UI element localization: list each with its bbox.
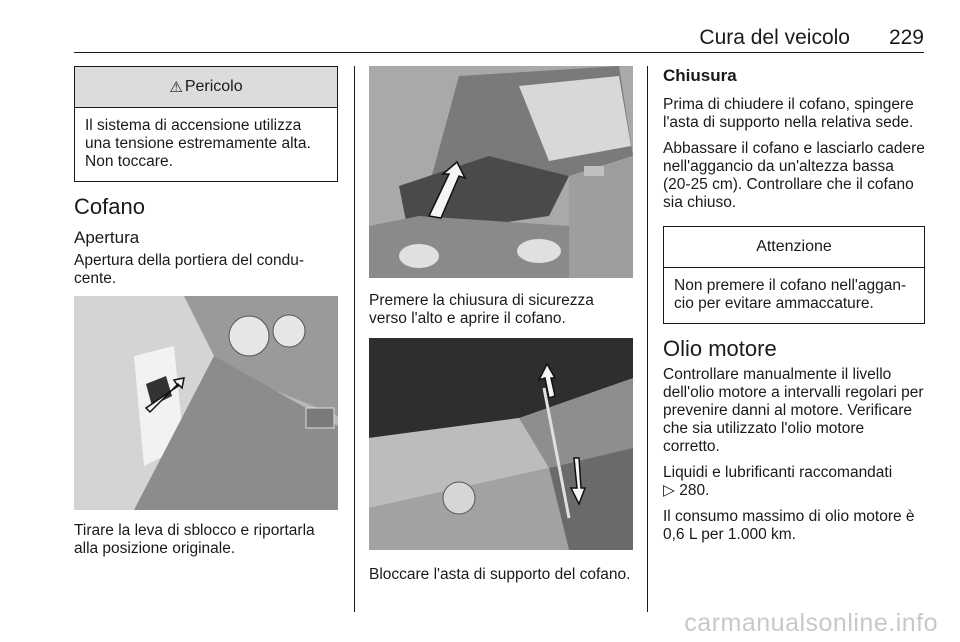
section-heading-cofano: Cofano <box>74 194 145 219</box>
danger-title: Pericolo <box>184 78 243 95</box>
cross-reference[interactable] <box>663 482 925 500</box>
paragraph: Premere la chiusura di sicurezza verso l'alto e aprire il cofano. <box>369 292 594 327</box>
header-rule <box>74 52 924 53</box>
subheading-apertura: Apertura <box>74 228 140 247</box>
van-hood-illustration <box>369 66 633 278</box>
paragraph: Apertura della portiera del condu-cente. <box>74 252 305 287</box>
page-reference-icon: ▷ <box>663 482 675 499</box>
danger-box-header <box>75 67 337 108</box>
warning-icon: ⚠ <box>169 79 183 96</box>
paragraph: Bloccare l'asta di supporto del cofano. <box>369 566 631 583</box>
column-right <box>663 66 925 544</box>
column-middle-bottom <box>369 566 633 584</box>
paragraph: Abbassare il cofano e lasciarlo cadere nell'aggancio da un'altezza bassa (20-25 cm). Controllare che il cofano sia chiuso. <box>663 140 925 211</box>
column-left <box>74 66 338 288</box>
attention-text: Non premere il cofano nell'aggan-cio per evitare ammaccature. <box>674 277 907 312</box>
column-left-bottom <box>74 522 338 558</box>
section-title: Cura del veicolo <box>699 26 850 49</box>
column-divider <box>354 66 355 612</box>
danger-box <box>74 66 338 182</box>
watermark: carmanualsonline.info <box>684 609 938 637</box>
hood-support-rod-illustration <box>369 338 633 550</box>
page-number: 229 <box>888 26 924 49</box>
paragraph: Controllare manualmente il livello dell'olio motore a intervalli regolari per prevenire danni al motore. Verificare che sia utilizzato l'olio motore corretto. <box>663 366 924 455</box>
paragraph: Liquidi e lubrificanti raccomandati <box>663 464 893 481</box>
attention-box <box>663 226 925 324</box>
section-heading-olio-motore: Olio motore <box>663 336 777 361</box>
danger-text: Il sistema di accensione utilizza una tensione estremamente alta. Non toccare. <box>85 117 311 170</box>
heading-chiusura: Chiusura <box>663 66 737 85</box>
column-middle-text <box>369 292 633 328</box>
attention-box-header: Attenzione <box>664 227 924 268</box>
paragraph: Tirare la leva di sblocco e riportarla alla posizione originale. <box>74 522 315 557</box>
hood-release-lever-illustration <box>74 296 338 510</box>
paragraph: Il consumo massimo di olio motore è 0,6 L per 1.000 km. <box>663 508 915 543</box>
page-reference-number: 280. <box>679 482 710 499</box>
column-divider <box>647 66 648 612</box>
paragraph: Prima di chiudere il cofano, spingere l'asta di supporto nella relativa sede. <box>663 96 914 131</box>
